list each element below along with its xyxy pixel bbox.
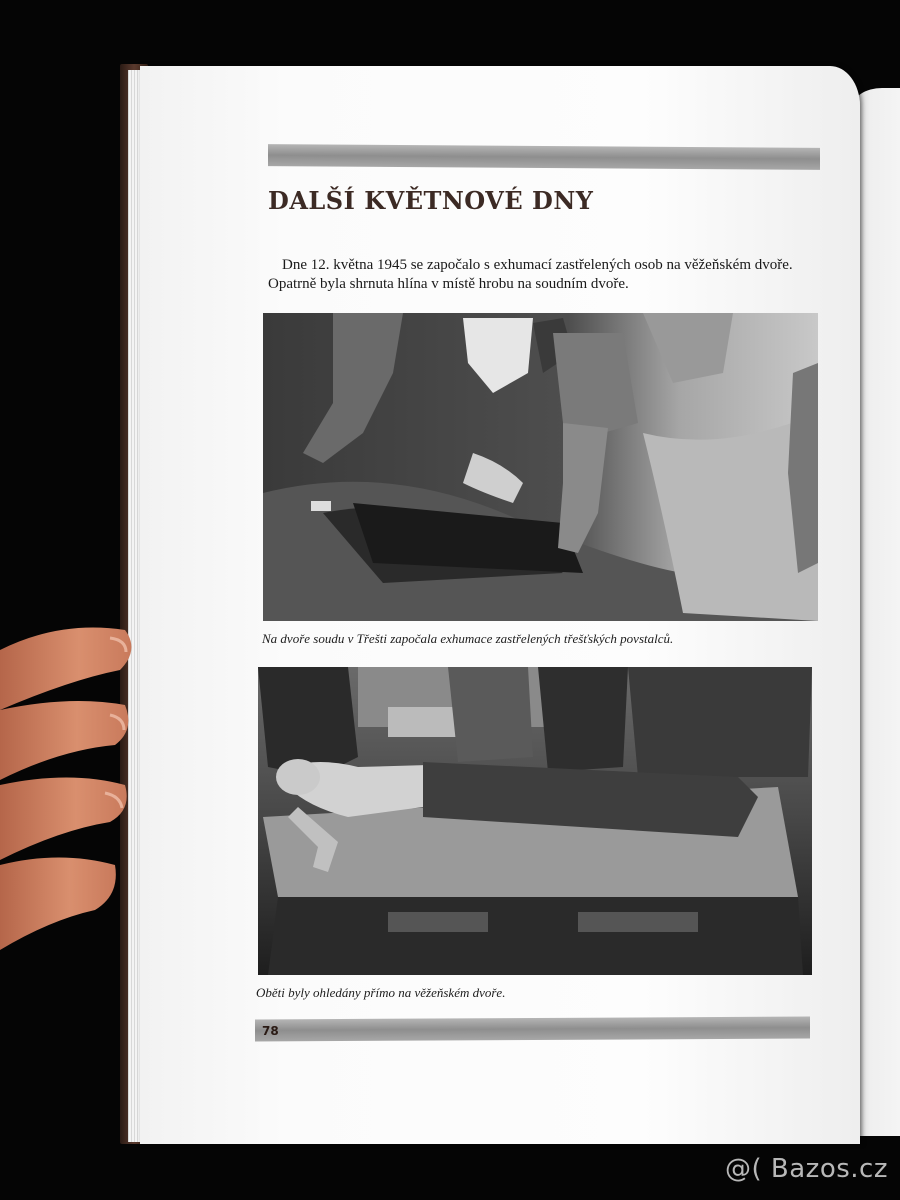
intro-line-2: Opatrně byla shrnuta hlína v místě hrobu na soudním dvoře. — [268, 276, 629, 292]
examination-photo — [258, 667, 812, 975]
page-number: 78 — [262, 1024, 279, 1038]
examination-photo-drawing — [258, 667, 812, 975]
photo-caption-2: Oběti byly ohledány přímo na věžeňském dvoře. — [256, 985, 506, 1000]
header-band — [268, 144, 820, 170]
exhumation-photo-drawing — [263, 313, 818, 621]
page-heading: DALŠÍ KVĚTNOVÉ DNY — [268, 186, 594, 215]
footer-band — [255, 1017, 810, 1042]
intro-line-1: Dne 12. května 1945 se započalo s exhumací zastřelených osob na věžeňském dvoře. — [282, 257, 793, 273]
hand — [0, 610, 140, 970]
bazos-watermark: @( Bazos.cz — [725, 1154, 888, 1184]
exhumation-photo — [263, 313, 818, 621]
photo-caption-1: Na dvoře soudu v Třešti započala exhumace zastřelených třešťských povstalců. — [262, 631, 674, 646]
intro-paragraph — [268, 256, 828, 294]
